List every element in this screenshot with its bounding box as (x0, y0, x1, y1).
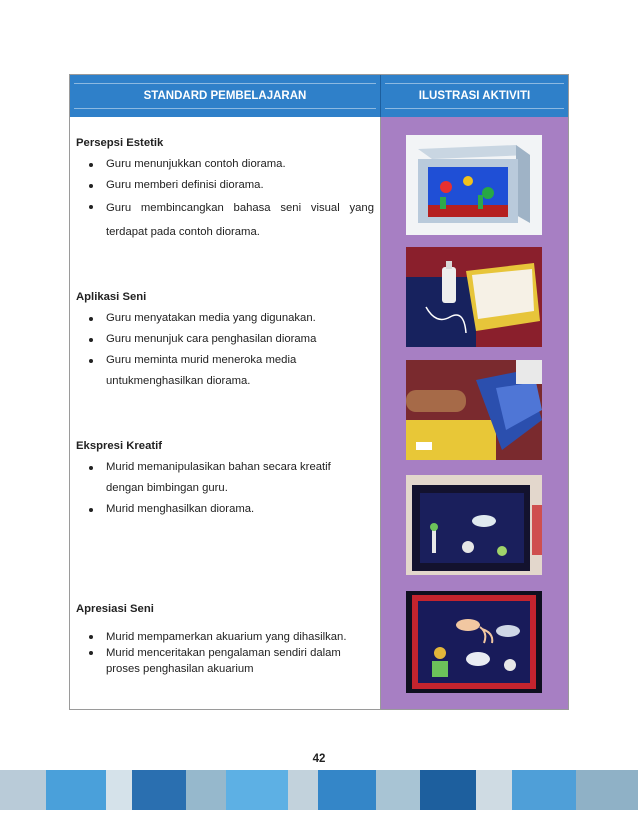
list-item: Murid memanipulasikan bahan secara kreatif dengan bimbingan guru. (76, 457, 374, 499)
working-photo (406, 360, 542, 460)
diorama-box-photo (406, 135, 542, 235)
list-item: Murid menghasilkan diorama. (76, 499, 374, 520)
materials-photo (406, 247, 542, 347)
header-standard: STANDARD PEMBELAJARAN (70, 75, 381, 117)
list-item: Murid menceritakan pengalaman sendiri dalam proses penghasilan akuarium (76, 645, 374, 677)
list-item: Guru menunjukkan contoh diorama. (76, 154, 374, 175)
page-number: 42 (312, 753, 326, 765)
section-aplikasi-seni (76, 291, 374, 392)
header-illustration: ILUSTRASI AKTIVITI (381, 75, 568, 117)
section-title: Persepsi Estetik (76, 137, 164, 149)
section-title: Apresiasi Seni (76, 603, 154, 615)
section-title: Ekspresi Kreatif (76, 440, 163, 452)
section-ekspresi-kreatif (76, 440, 374, 520)
list-item: Guru membincangkan bahasa seni visual yang terdapat pada contoh diorama. (76, 196, 374, 244)
list-item: Guru memberi definisi diorama. (76, 175, 374, 196)
list-item: Guru meminta murid meneroka media untukmenghasilkan diorama. (76, 350, 374, 392)
list-item: Guru menunjuk cara penghasilan diorama (76, 329, 374, 350)
lesson-table (69, 74, 569, 710)
section-apresiasi-seni (76, 603, 374, 677)
list-item: Murid mempamerkan akuarium yang dihasilkan. (76, 629, 374, 645)
standards-column (70, 117, 381, 709)
diorama-interior-photo (406, 475, 542, 575)
aquarium-photo (406, 591, 542, 693)
section-persepsi-estetik (76, 137, 374, 244)
list-item: Guru menyatakan media yang digunakan. (76, 308, 374, 329)
illustration-column (381, 117, 568, 709)
section-title: Aplikasi Seni (76, 291, 147, 303)
decorative-footer-band (0, 770, 638, 810)
